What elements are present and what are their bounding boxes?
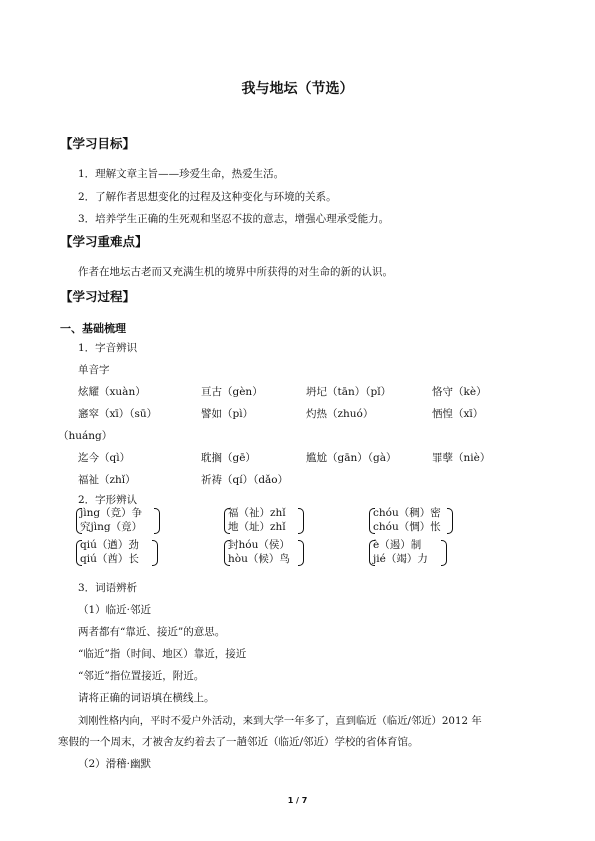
keypoints-text: 作者在地坛古老而又充满生机的境界中所获得的对生命的新的认识。 <box>78 266 393 278</box>
glyph-pair-bottom: jié（竭）力 <box>373 553 428 565</box>
glyph-pair-bottom: hòu（候）鸟 <box>228 553 290 565</box>
glyph-pair <box>80 506 142 534</box>
single-char-label: 单音字 <box>78 364 110 376</box>
basics-heading: 一、基础梳理 <box>60 322 126 335</box>
glyph-pair-top: qiú（遒）劲 <box>80 539 139 551</box>
word-item: 罪孽（niè） <box>432 452 491 464</box>
word-item: 灼热（zhuó） <box>306 408 374 420</box>
word-item: 祈祷（qí）（dǎo） <box>201 474 289 486</box>
word-item: 譬如（pì） <box>201 408 254 420</box>
words-sub1: （1）临近·邻近 <box>78 604 152 616</box>
word-item: 迄今（qì） <box>78 452 131 464</box>
glyph-pair-bottom: 究jìng（竟） <box>80 521 143 533</box>
glyph-pair-top: è（遏）制 <box>373 539 422 551</box>
word-item: 恓惶（xī） <box>432 408 484 420</box>
page-title: 我与地坛（节选） <box>241 81 354 97</box>
process-heading: 【学习过程】 <box>60 289 136 304</box>
glyph-pair <box>228 506 286 534</box>
goal-item-3: 3．培养学生正确的生死观和坚忍不拔的意志，增强心理承受能力。 <box>78 213 390 225</box>
glyph-pair-top: 封hóu（侯） <box>228 539 290 551</box>
words-sub2: （2）滑稽·幽默 <box>78 758 152 770</box>
glyph-pair <box>373 538 428 566</box>
words-common: 两者都有“靠近、接近”的意思。 <box>78 626 226 638</box>
word-item: 耽搁（gē） <box>201 452 256 464</box>
page-number: 1 / 7 <box>287 796 308 805</box>
word-item: 炫耀（xuàn） <box>78 386 146 398</box>
words-exercise-line2: 寒假的一个周末，才被舍友约着去了一趟邻近（临近/邻近）学校的省体育馆。 <box>58 736 419 748</box>
words-instruction: 请将正确的词语填在横线上。 <box>78 692 215 704</box>
glyph-pair <box>80 538 139 566</box>
word-item: 尴尬（gān）（gà） <box>306 452 397 464</box>
glyph-pair-top: jìng（竞）争 <box>80 507 143 519</box>
word-item: 坍圮（tān）（pǐ） <box>306 386 392 398</box>
glyph-pair <box>373 506 441 534</box>
words-def1: “临近”指（时间、地区）靠近，接近 <box>78 648 247 660</box>
glyph-pair-bottom: chóu（惆）怅 <box>373 521 441 533</box>
pronunciation-label: 1．字音辨识 <box>78 342 138 354</box>
glyph-pair <box>228 538 290 566</box>
goals-heading: 【学习目标】 <box>60 136 136 151</box>
word-item: 恪守（kè） <box>432 386 487 398</box>
glyph-pair-top: 福（祉）zhǐ <box>228 507 286 519</box>
words-exercise-line1: 刘刚性格内向，平时不爱户外活动，来到大学一年多了，直到临近（临近/邻近）2012 年 <box>78 715 482 727</box>
goal-item-2: 2．了解作者思想变化的过程及这种变化与环境的关系。 <box>78 191 337 203</box>
words-label: 3．词语辨析 <box>78 582 138 594</box>
word-item: 福祉（zhǐ） <box>78 474 136 486</box>
glyph-pair-bottom: 地（址）zhǐ <box>228 521 286 533</box>
goal-item-1: 1．理解文章主旨——珍爱生命，热爱生活。 <box>78 168 285 180</box>
words-def2: “邻近”指位置接近，附近。 <box>78 670 205 682</box>
word-item: 窸窣（xī）（sū） <box>78 408 158 420</box>
glyph-pair-top: chóu（稠）密 <box>373 507 441 519</box>
word-item-wrap: （huáng） <box>58 430 113 442</box>
glyph-pair-bottom: qiú（酋）长 <box>80 553 139 565</box>
glyph-label: 2．字形辨认 <box>78 494 138 506</box>
word-item: 亘古（gèn） <box>201 386 263 398</box>
keypoints-heading: 【学习重难点】 <box>60 234 148 249</box>
